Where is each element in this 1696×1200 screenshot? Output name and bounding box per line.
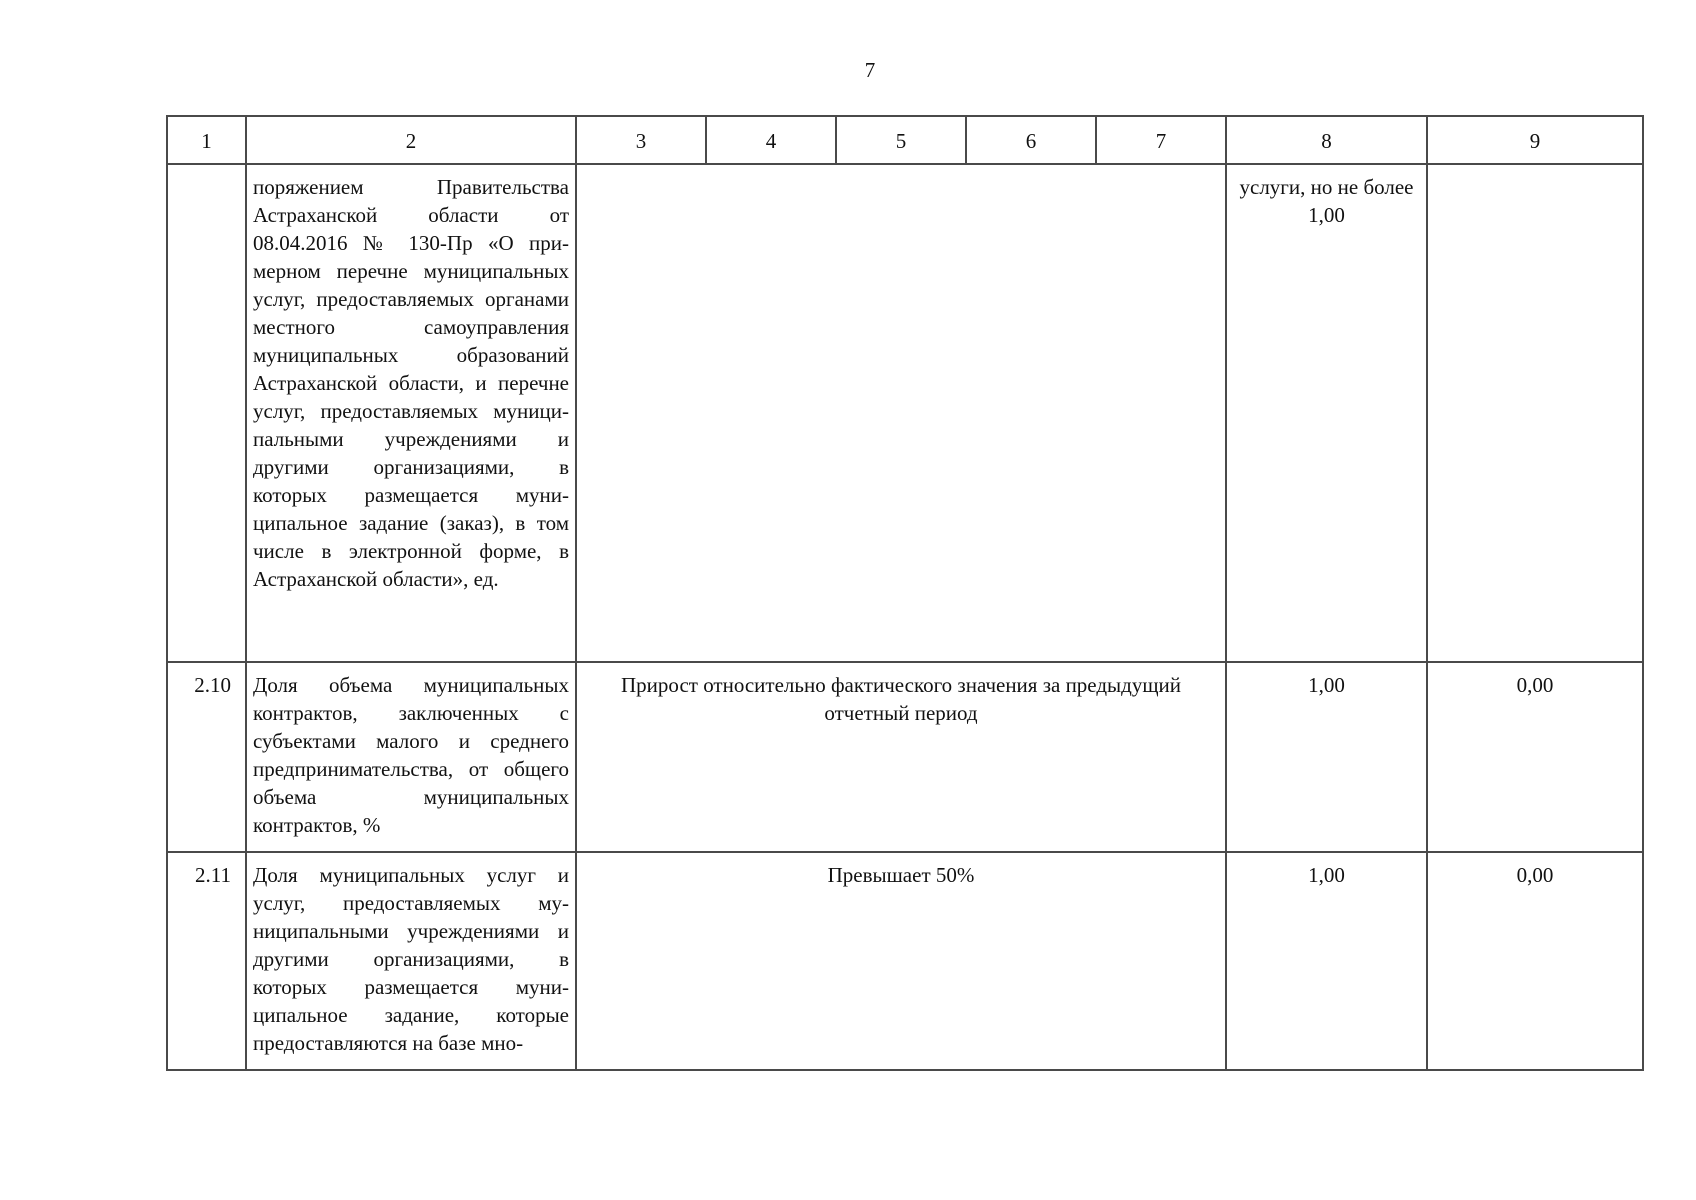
header-cell-7: 7 [1096,116,1226,164]
max-score: 1,00 [1226,662,1427,852]
header-cell-9: 9 [1427,116,1643,164]
row-number: 2.11 [167,852,246,1070]
criteria-table [166,115,1644,1071]
table-row [167,662,1643,852]
actual-score: 0,00 [1427,852,1643,1070]
max-score: услуги, но не более 1,00 [1226,164,1427,662]
header-row [167,116,1643,164]
row-number [167,164,246,662]
header-cell-8: 8 [1226,116,1427,164]
criterion-text [576,164,1226,662]
header-cell-1: 1 [167,116,246,164]
actual-score: 0,00 [1427,662,1643,852]
header-cell-5: 5 [836,116,966,164]
criterion-text: Превышает 50% [576,852,1226,1070]
actual-score [1427,164,1643,662]
max-score: 1,00 [1226,852,1427,1070]
indicator-name: Доля муниципальных услуг и услуг, предоставляемых муниципальными учреждениями и другими организациями, в которых размещается муниципальное задание, которые предоставляются на базе мно- [246,852,576,1070]
header-cell-2: 2 [246,116,576,164]
criterion-text: Прирост относительно фактического значения за предыдущий отчетный период [576,662,1226,852]
row-number: 2.10 [167,662,246,852]
page-number: 7 [864,58,876,82]
header-cell-6: 6 [966,116,1096,164]
header-cell-4: 4 [706,116,836,164]
indicator-name: Доля объема муниципальных контрактов, заключенных с субъектами малого и среднего предпринимательства, от общего объема муниципальных контрактов, % [246,662,576,852]
table-row [167,852,1643,1070]
header-cell-3: 3 [576,116,706,164]
table-row [167,164,1643,662]
indicator-name: поряжением Правительства Астраханской области от 08.04.2016 № 130-Пр «О примерном перечне муниципальных услуг, предоставляемых органами местного самоуправления муниципальных образований Астраханской области, и перечне услуг, предоставляемых муниципальными учреждениями и другими организациями, в которых размещается муниципальное задание (заказ), в том числе в электронной форме, в Астраханской области», ед. [246,164,576,662]
